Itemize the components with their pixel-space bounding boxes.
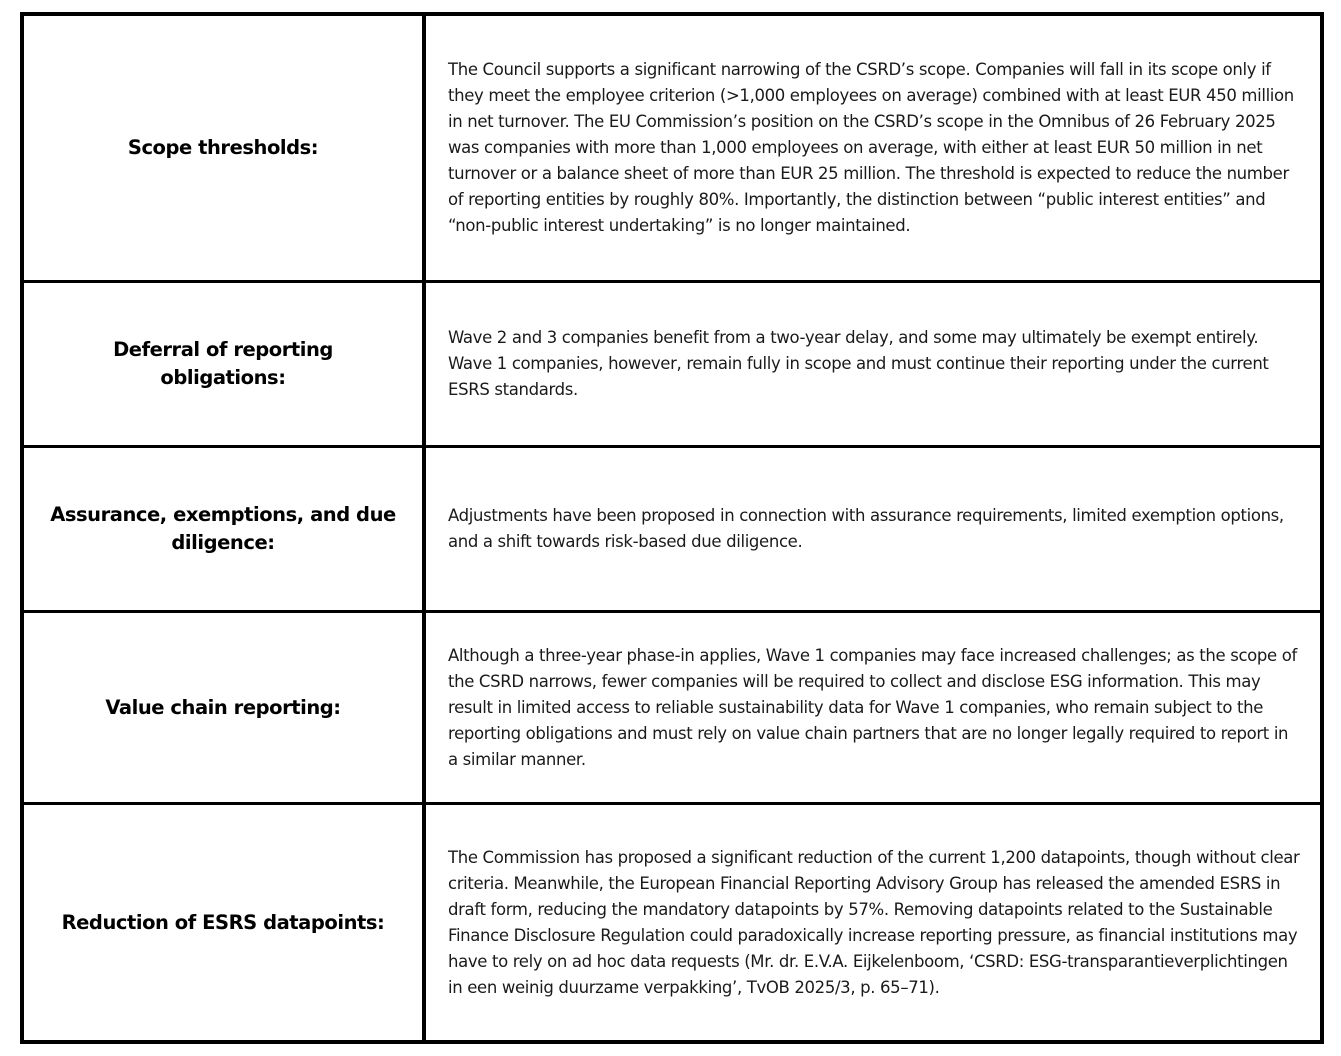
row-description: Adjustments have been proposed in connection with assurance requirements, limited exemption options, and a shift towards risk-based due diligence. — [448, 506, 1284, 551]
row-label-cell — [24, 613, 426, 805]
row-label: Value chain reporting: — [105, 695, 341, 719]
row-description-cell — [426, 283, 1320, 448]
csrd-omnibus-table — [20, 12, 1324, 1044]
row-description-cell — [426, 805, 1320, 1040]
row-label-cell — [24, 283, 426, 448]
row-description: The Council supports a significant narrowing of the CSRD’s scope. Companies will fall in its scope only if they meet the employee criterion (>1,000 employees on average) combined with at least EUR 450 million in net turnover. The EU Commission’s position on the CSRD’s scope in the Omnibus of 26 February 2025 was companies with more than 1,000 employees on average, with either at least EUR 50 million in net turnover or a balance sheet of more than EUR 25 million. The threshold is expected to reduce the number of reporting entities by roughly 80%. Importantly, the distinction between “public interest entities” and “non-public interest undertaking” is no longer maintained. — [448, 60, 1294, 235]
row-description: The Commission has proposed a significant reduction of the current 1,200 datapoints, though without clear criteria. Meanwhile, the European Financial Reporting Advisory Group has released the amended ESRS in draft form, reducing the mandatory datapoints by 57%. Removing datapoints related to the Sustainable Finance Disclosure Regulation could paradoxically increase reporting pressure, as financial institutions may have to rely on ad hoc data requests (Mr. dr. E.V.A. Eijkelenboom, ‘CSRD: ESG-transparantieverplichtingen in een weinig duurzame verpakking’, TvOB 2025/3, p. 65–71). — [448, 847, 1300, 997]
row-description-cell — [426, 613, 1320, 805]
row-description-cell — [426, 16, 1320, 283]
row-description: Wave 2 and 3 companies benefit from a two-year delay, and some may ultimately be exempt entirely. Wave 1 companies, however, remain fully in scope and must continue their reporting under the current ESRS standards. — [448, 328, 1269, 399]
row-label-cell — [24, 16, 426, 283]
row-label-cell — [24, 805, 426, 1040]
row-description-cell — [426, 448, 1320, 613]
row-label: Assurance, exemptions, and due diligence: — [50, 503, 396, 554]
row-label-cell — [24, 448, 426, 613]
row-label: Deferral of reporting obligations: — [113, 338, 333, 389]
row-label: Scope thresholds: — [127, 136, 319, 159]
row-label: Reduction of ESRS datapoints: — [61, 910, 385, 934]
row-description: Although a three-year phase-in applies, Wave 1 companies may face increased challenges; as the scope of the CSRD narrows, fewer companies will be required to collect and disclose ESG information. This may result in limited access to reliable sustainability data for Wave 1 companies, who remain subject to the reporting obligations and must rely on value chain partners that are no longer legally required to report in a similar manner. — [448, 645, 1297, 769]
